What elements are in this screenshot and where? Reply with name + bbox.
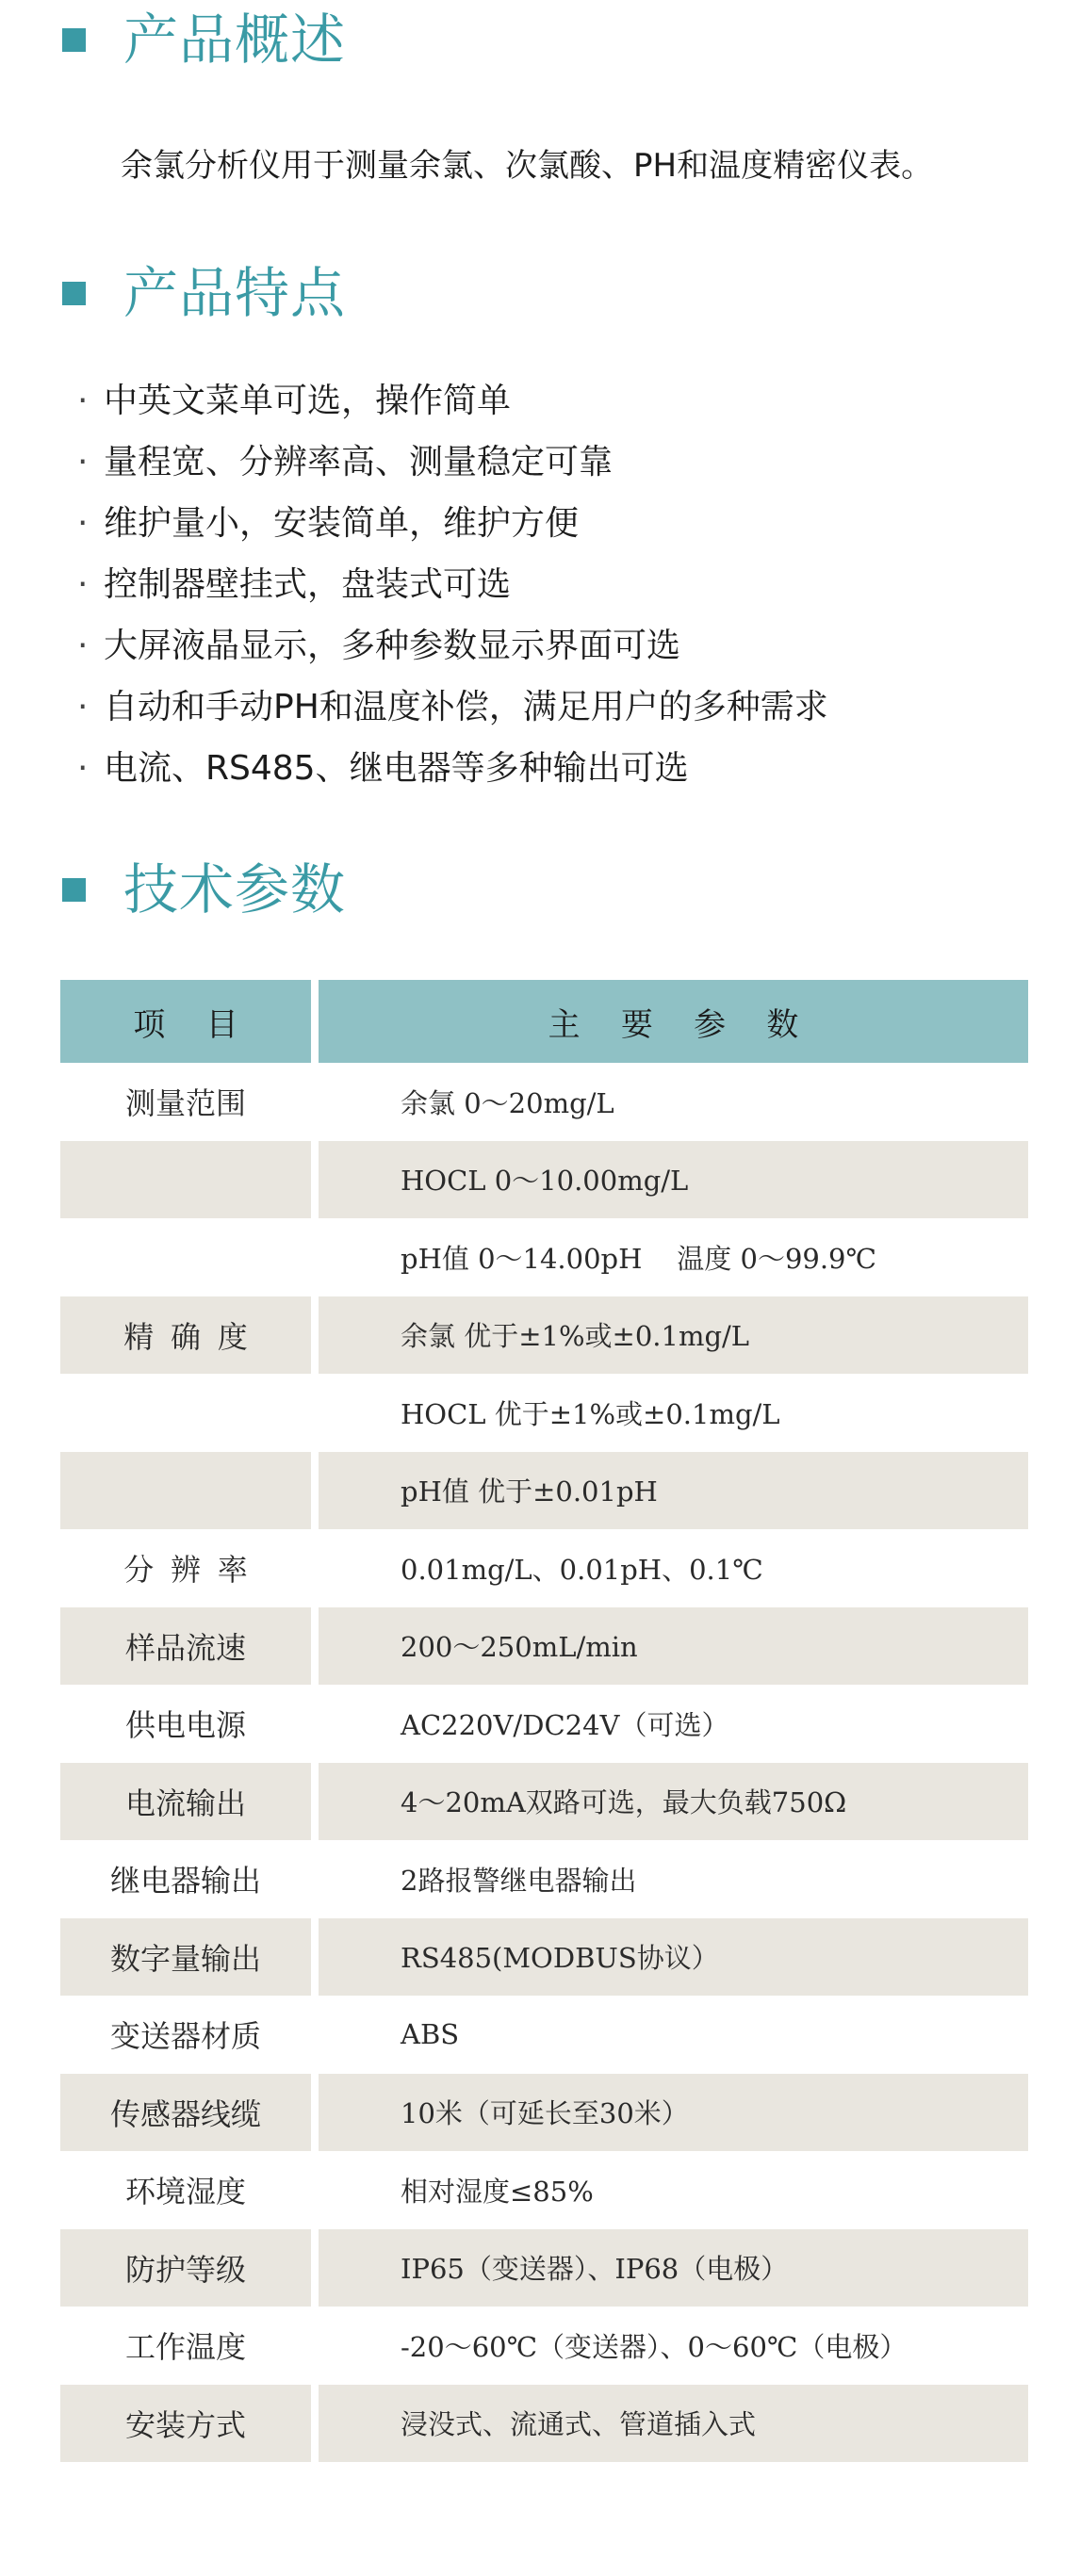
spec-value-cell: 余氯 优于±1%或±0.1mg/L	[319, 1296, 1028, 1375]
spec-table-body	[60, 1063, 1028, 2462]
table-row	[60, 1218, 1028, 1296]
list-item	[77, 493, 828, 554]
table-row	[60, 1296, 1028, 1375]
spec-table-header	[60, 980, 1028, 1063]
spec-value-cell: 相对湿度≤85%	[401, 2175, 594, 2208]
spec-item-cell: 传感器线缆	[60, 2074, 311, 2152]
spec-value-cell: 2路报警继电器输出	[401, 1864, 637, 1897]
spec-value-cell: HOCL 0～10.00mg/L	[319, 1141, 1028, 1219]
features-list	[77, 370, 828, 799]
bullet-dot: ·	[77, 749, 89, 788]
spec-value-cell: 0.01mg/L、0.01pH、0.1℃	[401, 1553, 763, 1586]
feature-text: 电流、RS485、继电器等多种输出可选	[104, 749, 689, 788]
spec-value-cell: pH值 0～14.00pH 温度 0～99.9℃	[401, 1242, 876, 1275]
spec-item-cell: 环境湿度	[124, 2175, 246, 2209]
bullet-dot: ·	[77, 504, 89, 543]
table-row	[60, 1996, 1028, 2074]
spec-item-cell: 精 确 度	[60, 1296, 311, 1375]
bullet-dot: ·	[77, 688, 89, 726]
spec-item-cell: 变送器材质	[109, 2019, 261, 2054]
spec-item-cell: 数字量输出	[60, 1918, 311, 1997]
spec-value-cell: RS485(MODBUS协议）	[319, 1918, 1028, 1997]
list-item	[77, 554, 828, 615]
spec-value-cell: 余氯 0～20mg/L	[401, 1086, 614, 1119]
table-row	[60, 1141, 1028, 1219]
bullet-dot: ·	[77, 443, 89, 481]
spec-item-cell: 工作温度	[124, 2330, 246, 2365]
table-row	[60, 1452, 1028, 1530]
spec-item-cell: 测量范围	[124, 1086, 246, 1121]
spec-item-cell	[60, 1141, 311, 1219]
spec-item-cell: 防护等级	[60, 2229, 311, 2307]
overview-heading	[62, 8, 347, 72]
list-item	[77, 432, 828, 493]
header-item: 项 目	[60, 980, 311, 1063]
table-row	[60, 2074, 1028, 2152]
spec-item-cell: 电流输出	[60, 1763, 311, 1841]
spec-item-cell	[60, 1218, 311, 1296]
spec-value-cell: 4～20mA双路可选，最大负载750Ω	[319, 1763, 1028, 1841]
spec-value-cell: 浸没式、流通式、管道插入式	[319, 2385, 1028, 2463]
spec-value-cell: IP65（变送器）、IP68（电极）	[319, 2229, 1028, 2307]
spec-item-cell: 安装方式	[60, 2385, 311, 2463]
spec-value-cell: 200～250mL/min	[319, 1607, 1028, 1686]
spec-value-cell: 10米（可延长至30米）	[319, 2074, 1028, 2152]
feature-text: 大屏液晶显示，多种参数显示界面可选	[104, 627, 681, 665]
spec-item-cell: 继电器输出	[109, 1864, 261, 1899]
table-row	[60, 1529, 1028, 1607]
table-row	[60, 1840, 1028, 1918]
spec-table	[60, 980, 1028, 2462]
table-row	[60, 1763, 1028, 1841]
list-item	[77, 738, 828, 799]
spec-item-cell: 供电电源	[124, 1708, 246, 1743]
table-row	[60, 1607, 1028, 1686]
bullet-dot: ·	[77, 627, 89, 665]
feature-text: 自动和手动PH和温度补偿，满足用户的多种需求	[104, 688, 828, 726]
square-bullet-icon	[62, 282, 86, 305]
list-item	[77, 370, 828, 432]
specs-heading	[62, 857, 347, 921]
features-heading	[62, 261, 347, 325]
overview-text: 余氯分析仪用于测量余氯、次氯酸、PH和温度精密仪表。	[121, 147, 934, 185]
bullet-dot: ·	[77, 382, 89, 420]
spec-item-cell: 样品流速	[60, 1607, 311, 1686]
list-item	[77, 615, 828, 677]
spec-item-cell	[60, 1452, 311, 1530]
spec-value-cell: HOCL 优于±1%或±0.1mg/L	[401, 1397, 780, 1430]
feature-text: 维护量小，安装简单，维护方便	[104, 504, 580, 543]
specs-title: 技术参数	[123, 857, 347, 921]
table-row	[60, 1685, 1028, 1763]
features-title: 产品特点	[123, 261, 347, 325]
feature-text: 控制器壁挂式，盘装式可选	[104, 565, 512, 604]
spec-value-cell: -20～60℃（变送器）、0～60℃（电极）	[401, 2330, 908, 2363]
header-param: 主 要 参 数	[319, 980, 1028, 1063]
spec-value-cell: pH值 优于±0.01pH	[319, 1452, 1028, 1530]
square-bullet-icon	[62, 28, 86, 52]
table-row	[60, 1374, 1028, 1452]
table-row	[60, 1063, 1028, 1141]
table-row	[60, 1918, 1028, 1997]
spec-value-cell: AC220V/DC24V（可选）	[401, 1708, 729, 1741]
feature-text: 中英文菜单可选，操作简单	[104, 382, 512, 420]
spec-item-cell: 分 辨 率	[123, 1553, 248, 1588]
list-item	[77, 677, 828, 738]
square-bullet-icon	[62, 878, 86, 902]
overview-title: 产品概述	[123, 8, 347, 72]
table-row	[60, 2151, 1028, 2229]
spec-value-cell: ABS	[401, 2018, 460, 2051]
table-row	[60, 2385, 1028, 2463]
feature-text: 量程宽、分辨率高、测量稳定可靠	[104, 443, 614, 481]
table-row	[60, 2307, 1028, 2385]
table-row	[60, 2229, 1028, 2307]
bullet-dot: ·	[77, 565, 89, 604]
spec-item-cell	[60, 1374, 311, 1452]
